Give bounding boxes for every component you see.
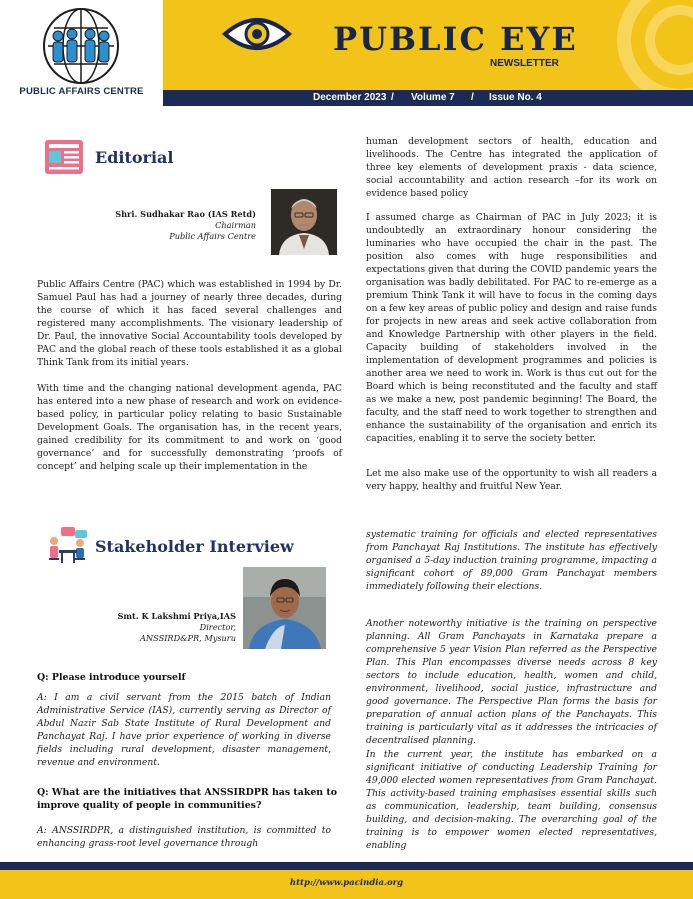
footer-rule [0,862,693,870]
footer [0,870,693,899]
interview-heading: Stakeholder Interview [95,537,294,556]
interview-question: Q: What are the initiatives that ANSSIRDPR has taken to improve quality of people in communities? [37,787,337,811]
interview-answer: A: ANSSIRDPR, a distinguished institution, is committed to enhancing grass-root level governance through [37,825,331,849]
interview-meeting-icon [45,526,89,566]
issue-volume: Volume 7 [411,92,455,103]
editorial-paragraph: I assumed charge as Chairman of PAC in July 2023; it is undoubtedly an extraordinary honour considering the luminaries who have occupied the chair in the past. The position also comes with huge responsibilities and expectations given that during the COVID pandemic years the organisation was badly debilitated. For PAC to re-emerge as a premium Think Tank it will have to focus in the coming days on a few key areas of public policy and design and raise funds for projects in new areas and seek active collaboration from and Knowledge Partnership with other players in the field. Capacity building of stakeholders involved in the implementation of development programmes and policies is another area we need to work in. Work is thus cut out for the Board which is being reconstituted and the faculty and staff as we make a new, post pandemic beginning! The Board, the faculty, and the staff need to work together to strengthen and enhance the sustainability of the organisation and enrich its capacities, enabling it to serve the society better. [366,212,657,444]
issue-number: Issue No. 4 [489,92,542,103]
interview-answer: A: I am a civil servant from the 2015 batch of Indian Administrative Service (IAS), currently serving as Director of Abdul Nazir Sab State Institute of Rural Development and Panchayat Raj. I have prior experience of working in diverse fields including rural development, disaster management, revenue and environment. [37,692,331,768]
interviewee-block [76,611,236,644]
editorial-author-org: Public Affairs Centre [169,231,256,241]
org-name: PUBLIC AFFAIRS CENTRE [19,86,144,97]
globe-people-logo-icon [38,6,124,86]
editorial-paragraph: Let me also make use of the opportunity to wish all readers a very happy, healthy and fruitful New Year. [366,468,657,492]
interview-question: Q: Please introduce yourself [37,672,186,683]
org-logo [0,0,163,106]
interviewee-role: Director, [199,622,236,632]
editorial-paragraph: Public Affairs Centre (PAC) which was established in 1994 by Dr. Samuel Paul has had a journey of nearly three decades, during the course of which it has faced several challenges and registered many accomplishments. The visionary leadership of Dr. Paul, the innovative Social Accountability tools developed by PAC and the global reach of these tools established it as a global Think Tank from its initial years. [37,279,342,368]
issue-separator: / [471,92,474,103]
editorial-paragraph: With time and the changing national development agenda, PAC has entered into a new phase of research and work on evidence-based policy, in particular policy relating to basic Sustainable Development Goals. The organisation has, in the recent years, gained credibility for its commitment to and work on ‘good governance’ and for successfully demonstrating ‘proofs of concept’ and helping scale up their implementation in the [37,383,342,472]
editorial-author-name: Shri. Sudhakar Rao (IAS Retd) [115,209,256,219]
interviewee-name: Smt. K Lakshmi Priya,IAS [117,611,236,621]
editorial-author-role: Chairman [215,220,256,230]
interviewee-photo [243,567,326,649]
interview-answer: In the current year, the institute has embarked on a significant initiative of conducting Leadership Training for 49,000 elected women representatives from Gram Panchayat. This activity-based training emphasises essential skills such as communication, leadership, team building, consensus building, and decision-making. The overarching goal of the training is to empower women elected representatives, enabling [366,749,657,851]
issue-bar [163,90,693,106]
issue-date: December 2023 [313,92,387,103]
interview-answer: systematic training for officials and elected representatives from Panchayat Raj Institutions. The institute has effectively organised a 5-day induction training programme, impacting a significant cohort of 89,000 Gram Panchayat members immediately following their elections. [366,529,657,592]
interviewee-org: ANSSIRD&PR, Mysuru [140,633,236,643]
decorative-circle-graphic [610,0,693,90]
newspaper-icon [44,139,84,175]
eye-icon [221,12,293,56]
newsletter-subtitle: NEWSLETTER [490,58,559,69]
editorial-paragraph: human development sectors of health, education and livelihoods. The Centre has integrated the application of three key elements of development praxis - data science, social accountability and action research –for its work on evidence based policy [366,136,657,199]
editorial-heading: Editorial [95,148,174,167]
editorial-author-block [80,209,256,242]
interview-answer: Another noteworthy initiative is the training on perspective planning. All Gram Panchayats in Karnataka prepare a comprehensive 5 year Vision Plan referred as the Perspective Plan. This Plan encompasses diverse needs across 8 key sectors to include education, health, women and child, environment, livelihood, social justice, infrastructure and good governance. The Perspective Plan forms the basis for preparation of annual action plans of the Panchayats. This training is particularly vital as it addresses the intricacies of decentralised planning. [366,618,657,746]
newsletter-title: PUBLIC EYE [333,20,578,58]
footer-website-link[interactable]: http://www.pacindia.org [289,878,404,888]
issue-separator: / [391,92,394,103]
editorial-author-photo [271,189,337,255]
